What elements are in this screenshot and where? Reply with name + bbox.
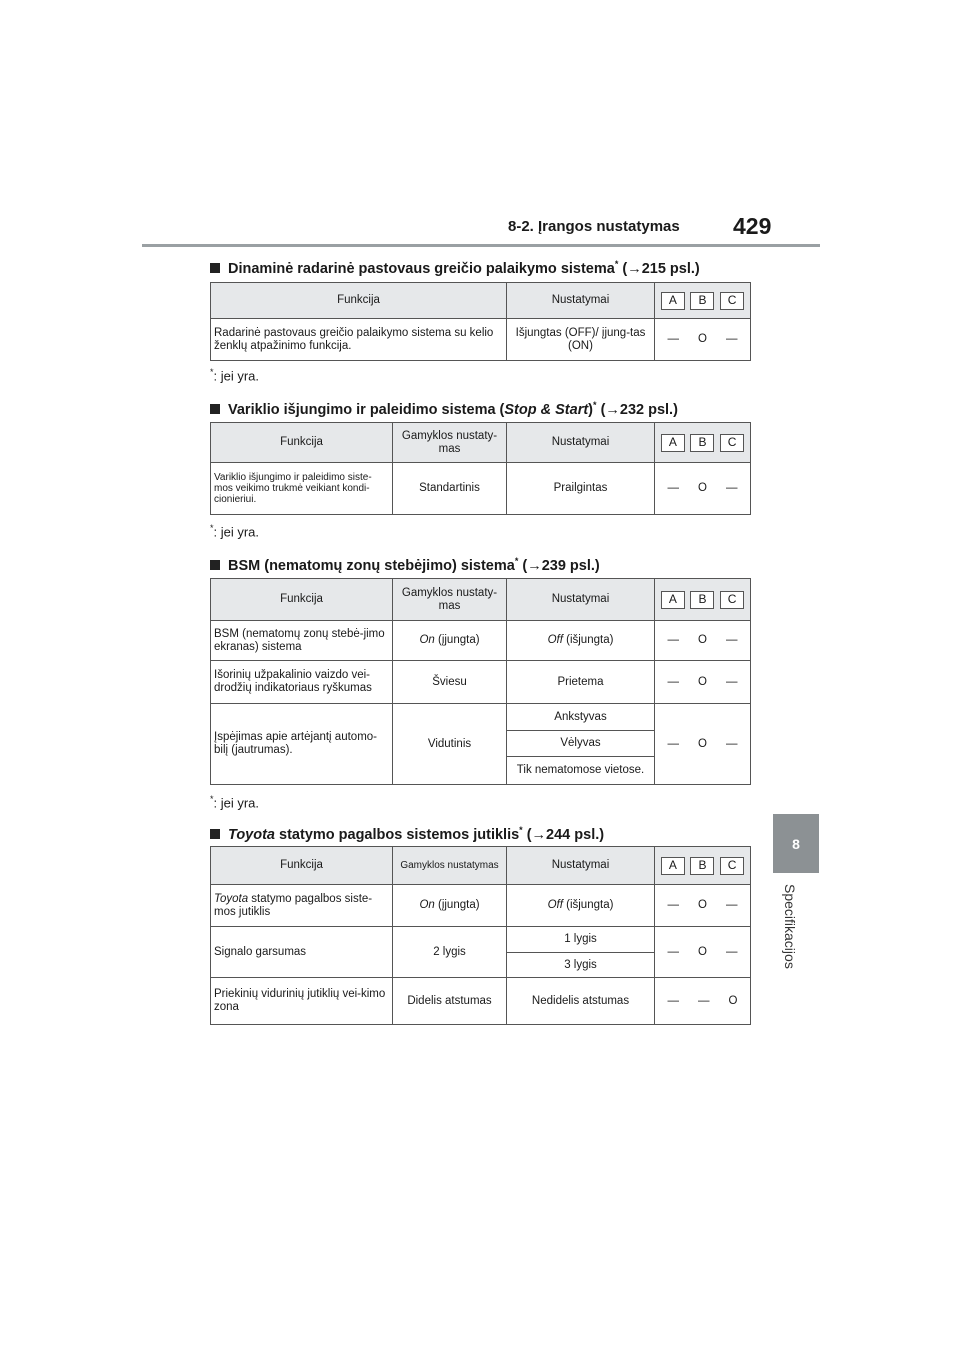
label-b: B (690, 292, 714, 310)
section-heading-stop-start: Variklio išjungimo ir paleidimo sistema (Stop & Start)* (→232 psl.) (210, 400, 678, 418)
bullet-square-icon (210, 829, 220, 839)
table-row: Toyota statymo pagalbos siste-mos jutiklis On (įjungta) Off (išjungta) — O — (211, 885, 751, 927)
section-heading-bsm: BSM (nematomų zonų stebėjimo) sistema* (→239 psl.) (210, 556, 600, 574)
label-b: B (690, 434, 714, 452)
footnote: *: jei yra. (210, 367, 260, 384)
label-a: A (661, 591, 685, 609)
table-row: Variklio išjungimo ir paleidimo siste-mos veikimo trukmė veikiant kondi-cionieriui. Standartinis Prailgintas — O — (211, 463, 751, 515)
table-row: Radarinė pastovaus greičio palaikymo sistema su kelio ženklų atpažinimo funkcija. Išjungtas (OFF)/ įjung-tas (ON) — O — (211, 319, 751, 361)
table-row: Išorinių užpakalinio vaizdo vei-drodžių indikatoriaus ryškumas Šviesu Prietema — O — (211, 661, 751, 704)
settings-table-bsm: Funkcija Gamyklos nustaty-mas Nustatymai A B C BSM (nematomų zonų stebė-jimo ekranas) sistema On (įjungta) Off (išjungta) — O — Išorinių užpakalinio vaizdo vei-drodžių indikatoriaus ryškumas Šviesu Prietema — O — Įspėjimas apie artėjantį automo-bilį (jautrumas). Vidutinis Ankstyvas — O — Vėlyvas Tik nematomose vietose. (210, 578, 751, 785)
label-c: C (720, 434, 744, 452)
section-heading-radar-cruise: Dinaminė radarinė pastovaus greičio palaikymo sistema* (→215 psl.) (210, 259, 700, 277)
label-a: A (661, 434, 685, 452)
footnote: *: jei yra. (210, 794, 260, 811)
section-title: 8-2. Įrangos nustatymas (508, 218, 680, 235)
settings-table-radar-cruise (210, 282, 751, 361)
table-row: Priekinių vidurinių jutiklių vei-kimo zona Didelis atstumas Nedidelis atstumas — — O (211, 978, 751, 1025)
page-number: 429 (733, 213, 772, 239)
col-header-settings: Nustatymai (507, 283, 655, 319)
table-row: BSM (nematomų zonų stebė-jimo ekranas) sistema On (įjungta) Off (išjungta) — O — (211, 621, 751, 661)
footnote: *: jei yra. (210, 523, 260, 540)
header-divider (142, 244, 820, 247)
col-header-function: Funkcija (211, 283, 507, 319)
label-a: A (661, 292, 685, 310)
settings-table-stop-start: Funkcija Gamyklos nustaty-mas Nustatymai A B C Variklio išjungimo ir paleidimo siste-mos veikimo trukmė veikiant kondi-cionieriui. Standartinis Prailgintas — O — (210, 422, 751, 515)
label-a: A (661, 857, 685, 875)
settings-table-parking-sensor: Funkcija Gamyklos nustatymas Nustatymai A B C Toyota statymo pagalbos siste-mos jutiklis On (įjungta) Off (išjungta) — O — Signalo garsumas 2 lygis 1 lygis — O — 3 lygis Priekinių vidurinių jutiklių vei-kimo zona Didelis atstumas Nedidelis atstumas — — O (210, 846, 751, 1025)
bullet-square-icon (210, 404, 220, 414)
label-c: C (720, 292, 744, 310)
bullet-square-icon (210, 560, 220, 570)
bullet-square-icon (210, 263, 220, 273)
col-header-abc (655, 283, 751, 319)
label-c: C (720, 591, 744, 609)
label-b: B (690, 591, 714, 609)
chapter-tab[interactable]: 8 (773, 814, 819, 873)
table-row: Signalo garsumas 2 lygis 1 lygis — O — (211, 927, 751, 953)
table-row: Įspėjimas apie artėjantį automo-bilį (jautrumas). Vidutinis Ankstyvas — O — (211, 704, 751, 731)
chapter-label: Specifikacijos (782, 884, 798, 969)
label-b: B (690, 857, 714, 875)
section-heading-parking-sensor: Toyota statymo pagalbos sistemos jutiklis* (→244 psl.) (210, 825, 604, 843)
label-c: C (720, 857, 744, 875)
